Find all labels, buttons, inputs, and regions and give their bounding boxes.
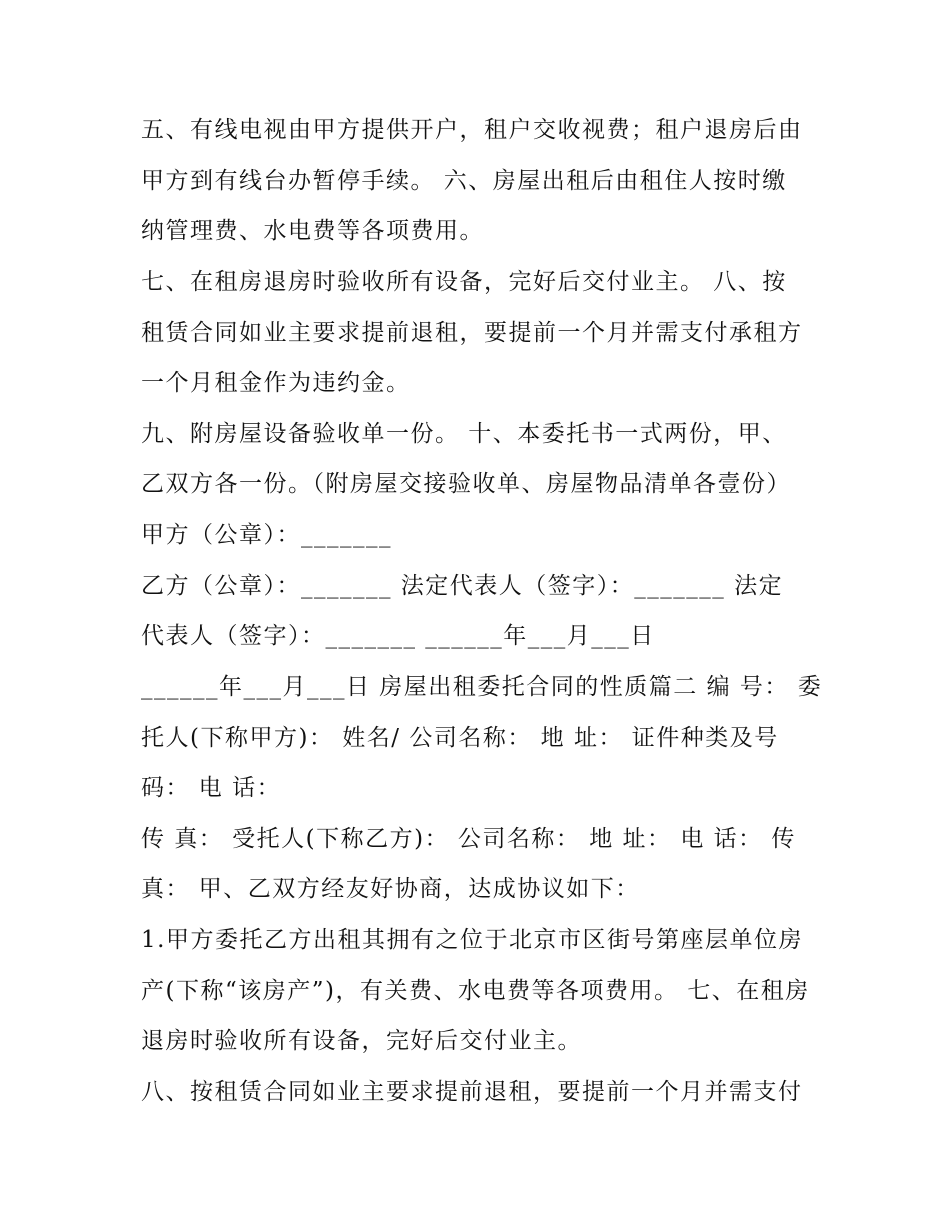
text-line: 码： 电 话：: [141, 775, 282, 801]
text-line: 代表人（签字）：_______ ______年___月___日: [141, 623, 655, 649]
text-line: 一个月租金作为违约金。: [141, 370, 411, 396]
text-line: 五、有线电视由甲方提供开户，租户交收视费；租户退房后由: [141, 117, 803, 143]
text-line: 八、按租赁合同如业主要求提前退租，要提前一个月并需支付: [141, 1079, 803, 1105]
text-line: 七、在租房退房时验收所有设备，完好后交付业主。 八、按: [141, 269, 787, 295]
text-line: 真： 甲、乙双方经友好协商，达成协议如下：: [141, 876, 640, 902]
text-line: 租赁合同如业主要求提前退租，要提前一个月并需支付承租方: [141, 320, 803, 346]
text-line: 1.甲方委托乙方出租其拥有之位于北京市区街号第座层单位房: [141, 927, 803, 953]
text-line: 甲方（公章）：_______: [141, 522, 392, 548]
text-line: ______年___月___日 房屋出租委托合同的性质篇二 编 号： 委: [141, 674, 823, 700]
text-line: 九、附房屋设备验收单一份。 十、本委托书一式两份，甲、: [141, 421, 787, 447]
text-line: 传 真： 受托人(下称乙方)： 公司名称： 地 址： 电 话： 传: [141, 826, 796, 852]
text-line: 甲方到有线台办暂停手续。 六、房屋出租后由租住人按时缴: [141, 168, 787, 194]
text-line: 乙双方各一份。（附房屋交接验收单、房屋物品清单各壹份）: [141, 471, 791, 497]
text-line: 退房时验收所有设备，完好后交付业主。: [141, 1028, 582, 1054]
text-line: 纳管理费、水电费等各项费用。: [141, 218, 484, 244]
text-line: 乙方（公章）：_______ 法定代表人（签字）：_______ 法定: [141, 573, 784, 599]
text-line: 托人(下称甲方)： 姓名/ 公司名称： 地 址： 证件种类及号: [141, 725, 779, 751]
text-line: 产(下称“该房产”)，有关费、水电费等各项费用。 七、在租房: [141, 978, 810, 1004]
